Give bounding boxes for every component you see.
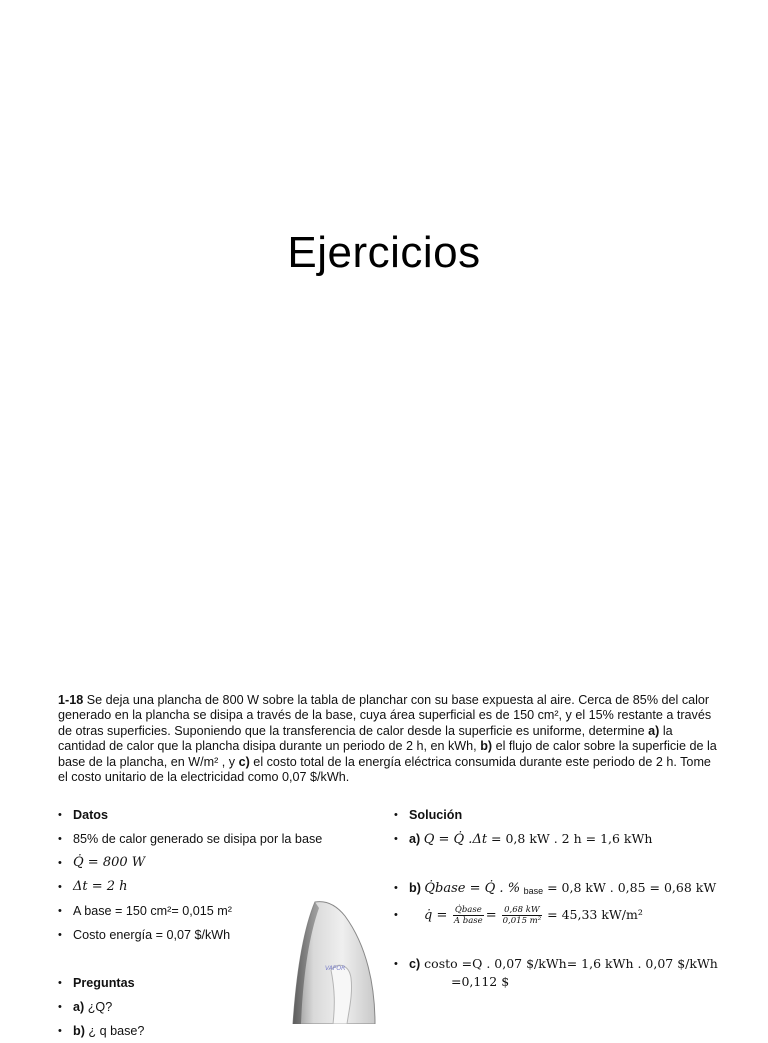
list-item: • Solución: [394, 803, 764, 827]
list-item: • Preguntas: [58, 971, 358, 995]
problem-statement: 1-18 Se deja una plancha de 800 W sobre la tabla de planchar con su base expuesta al aire. Cerca de 85% del calor generado en la plancha se disipa a través de la base, cuya área superficial es de 150 cm², y el 15% restante a través de otras superficies. Suponiendo que la transferencia de calor desde la superficie es uniforme, determine a) la cantidad de calor que la plancha disipa durante un periodo de 2 h, en kWh, b) el flujo de calor sobre la superficie de la base de la plancha, en W/m² , y c) el costo total de la energía eléctrica consumida durante este periodo de 2 h. Tome el costo unitario de la electricidad como 0,07 $/kWh.: [58, 693, 717, 785]
list-item: • a) Q = Q̇ .Δt = 0,8 kW . 2 h = 1,6 kWh: [394, 831, 653, 847]
list-item: • Costo energía = 0,07 $/kWh: [58, 928, 231, 942]
list-item: • Δt = 2 h: [58, 879, 128, 894]
fraction: $\frac{\text{Q̇base}}{\text{A base}}$: [453, 905, 483, 927]
list-item: • q̇ = $\frac{\text{Q̇base}}{\text{A base}}$ = $\frac{0,68 kW}{\text{0,015 m²}}$ = 45,33 kW/m²: [394, 905, 643, 927]
list-item: • Q̇ = 800 W: [58, 855, 146, 870]
list-item: • A base = 150 cm²= 0,015 m²: [58, 904, 232, 918]
datos-heading: Datos: [73, 808, 108, 822]
fraction: $\frac{0,68 kW}{\text{0,015 m²}}$: [502, 905, 542, 927]
solucion-heading: Solución: [409, 808, 463, 822]
slide-title: Ejercicios: [287, 228, 481, 277]
clothes-iron-icon: [275, 886, 385, 1024]
solucion-column: [394, 803, 764, 994]
iron-brand-text: VAPOR: [325, 965, 346, 972]
list-item: • b) ¿ q base?: [58, 1024, 145, 1038]
list-item: • Datos: [58, 803, 358, 827]
list-item: • a) ¿Q?: [58, 1000, 113, 1014]
preguntas-heading: Preguntas: [73, 976, 135, 990]
list-item: • c) costo =Q . 0,07 $/kWh= 1,6 kWh . 0,07 $/kWh: [394, 956, 718, 971]
problem-number: 1-18: [58, 693, 84, 707]
list-item: • b) Q̇base = Q̇ . % $_{base}$ = 0,8 kW . 0,85 = 0,68 kW: [394, 880, 717, 896]
list-item: • 85% de calor generado se disipa por la base: [58, 832, 323, 846]
list-item: =0,112 $: [451, 974, 510, 989]
